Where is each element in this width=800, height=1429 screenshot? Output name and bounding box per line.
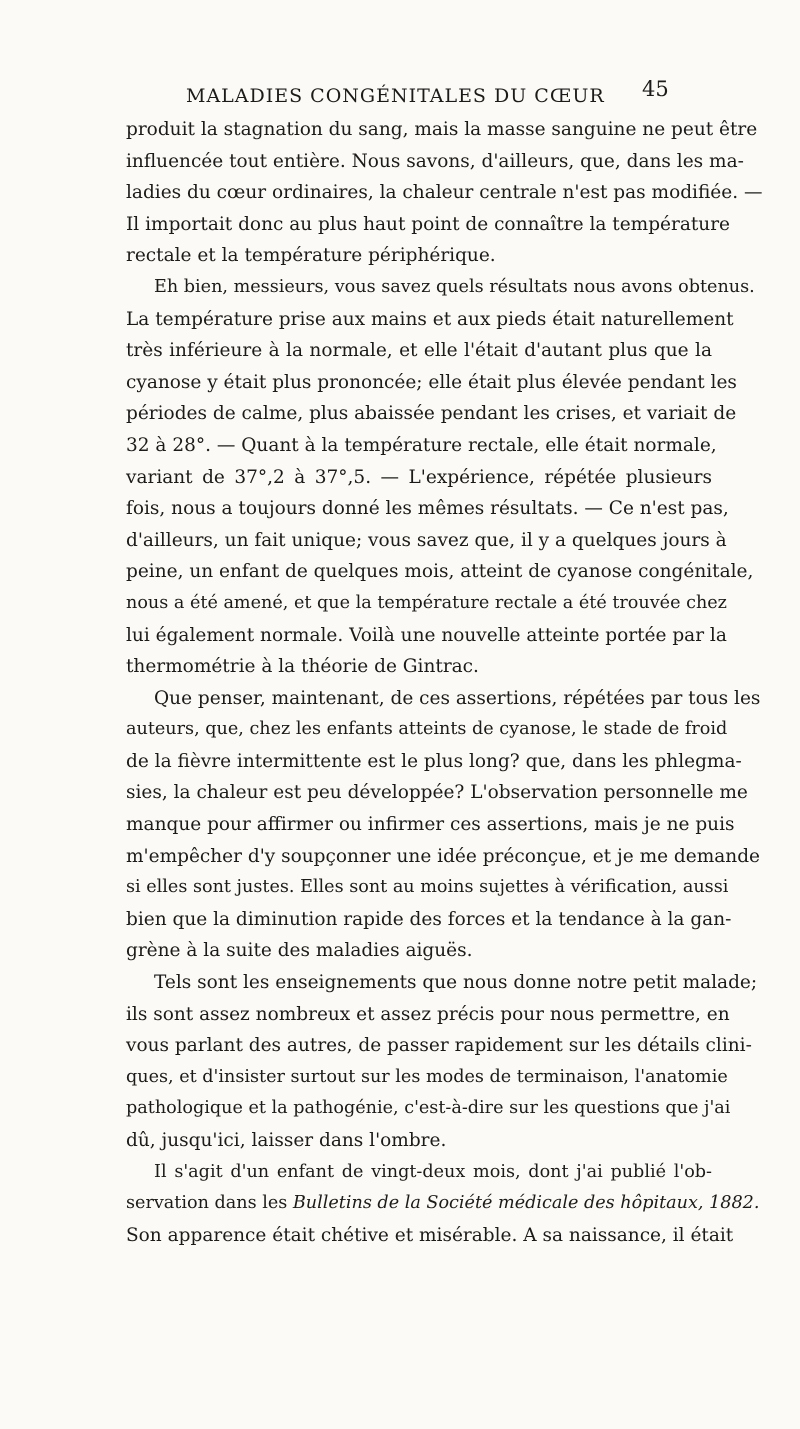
text-line: si elles sont justes. Elles sont au moins sujettes à vérification, aussi bbox=[126, 877, 729, 898]
running-title: MALADIES CONGÉNITALES DU CŒUR bbox=[186, 85, 605, 107]
text-line: auteurs, que, chez les enfants atteints de cyanose, le stade de froid bbox=[126, 719, 728, 740]
text-fragment: servation dans les bbox=[126, 1193, 288, 1214]
text-line: Tels sont les enseignements que nous donne notre petit malade; bbox=[154, 972, 758, 994]
text-line: influencée tout entière. Nous savons, d'ailleurs, que, dans les ma- bbox=[126, 150, 744, 172]
text-line: périodes de calme, plus abaissée pendant les crises, et variait de bbox=[126, 403, 737, 425]
text-line: bien que la diminution rapide des forces et la tendance à la gan- bbox=[126, 908, 732, 930]
text-line: Son apparence était chétive et misérable. A sa naissance, il était bbox=[126, 1224, 734, 1246]
text-line bbox=[126, 1188, 760, 1220]
text-line: Il s'agit d'un enfant de vingt-deux mois, dont j'ai publié l'ob- bbox=[154, 1161, 712, 1182]
text-line: grène à la suite des maladies aiguës. bbox=[126, 940, 473, 962]
text-line: Eh bien, messieurs, vous savez quels résultats nous avons obtenus. bbox=[154, 276, 755, 297]
text-line: variant de 37°,2 à 37°,5. — L'expérience, répétée plusieurs bbox=[126, 466, 712, 488]
journal-title: Bulletins de la Société médicale des hôpitaux, 1882. bbox=[292, 1193, 760, 1214]
text-line: nous a été amené, et que la température rectale a été trouvée chez bbox=[126, 592, 727, 613]
text-line: sies, la chaleur est peu développée? L'observation personnelle me bbox=[126, 782, 748, 804]
text-line: ques, et d'insister surtout sur les modes de terminaison, l'anatomie bbox=[126, 1066, 728, 1087]
text-line: cyanose y était plus prononcée; elle était plus élevée pendant les bbox=[126, 371, 737, 393]
text-line: de la fièvre intermittente est le plus long? que, dans les phlegma- bbox=[126, 750, 742, 772]
text-line: lui également normale. Voilà une nouvelle atteinte portée par la bbox=[126, 624, 727, 646]
text-line: La température prise aux mains et aux pieds était naturellement bbox=[126, 308, 734, 330]
text-line: rectale et la température périphérique. bbox=[126, 245, 496, 267]
text-line: m'empêcher d'y soupçonner une idée préconçue, et je me demande bbox=[126, 845, 761, 867]
text-line: 32 à 28°. — Quant à la température rectale, elle était normale, bbox=[126, 434, 717, 456]
body-text bbox=[126, 114, 763, 1251]
text-line: vous parlant des autres, de passer rapidement sur les détails clini- bbox=[126, 1035, 752, 1057]
text-line: dû, jusqu'ici, laisser dans l'ombre. bbox=[126, 1130, 447, 1151]
text-line: fois, nous a toujours donné les mêmes résultats. — Ce n'est pas, bbox=[126, 498, 729, 520]
text-line: Il importait donc au plus haut point de connaître la température bbox=[126, 213, 731, 235]
text-line: peine, un enfant de quelques mois, atteint de cyanose congénitale, bbox=[126, 561, 754, 583]
text-line: Que penser, maintenant, de ces assertions, répétées par tous les bbox=[154, 687, 761, 709]
page-number: 45 bbox=[642, 77, 669, 101]
text-line: thermométrie à la théorie de Gintrac. bbox=[126, 656, 479, 678]
text-line: d'ailleurs, un fait unique; vous savez que, il y a quelques jours à bbox=[126, 529, 727, 551]
text-line: très inférieure à la normale, et elle l'était d'autant plus que la bbox=[126, 340, 712, 362]
text-line: produit la stagnation du sang, mais la masse sanguine ne peut être bbox=[126, 119, 758, 140]
text-line: ils sont assez nombreux et assez précis pour nous permettre, en bbox=[126, 1003, 730, 1025]
running-head bbox=[0, 77, 800, 111]
text-line: manque pour affirmer ou infirmer ces assertions, mais je ne puis bbox=[126, 814, 735, 836]
text-line: ladies du cœur ordinaires, la chaleur centrale n'est pas modifiée. — bbox=[126, 182, 763, 204]
text-line: pathologique et la pathogénie, c'est-à-dire sur les questions que j'ai bbox=[126, 1098, 731, 1119]
